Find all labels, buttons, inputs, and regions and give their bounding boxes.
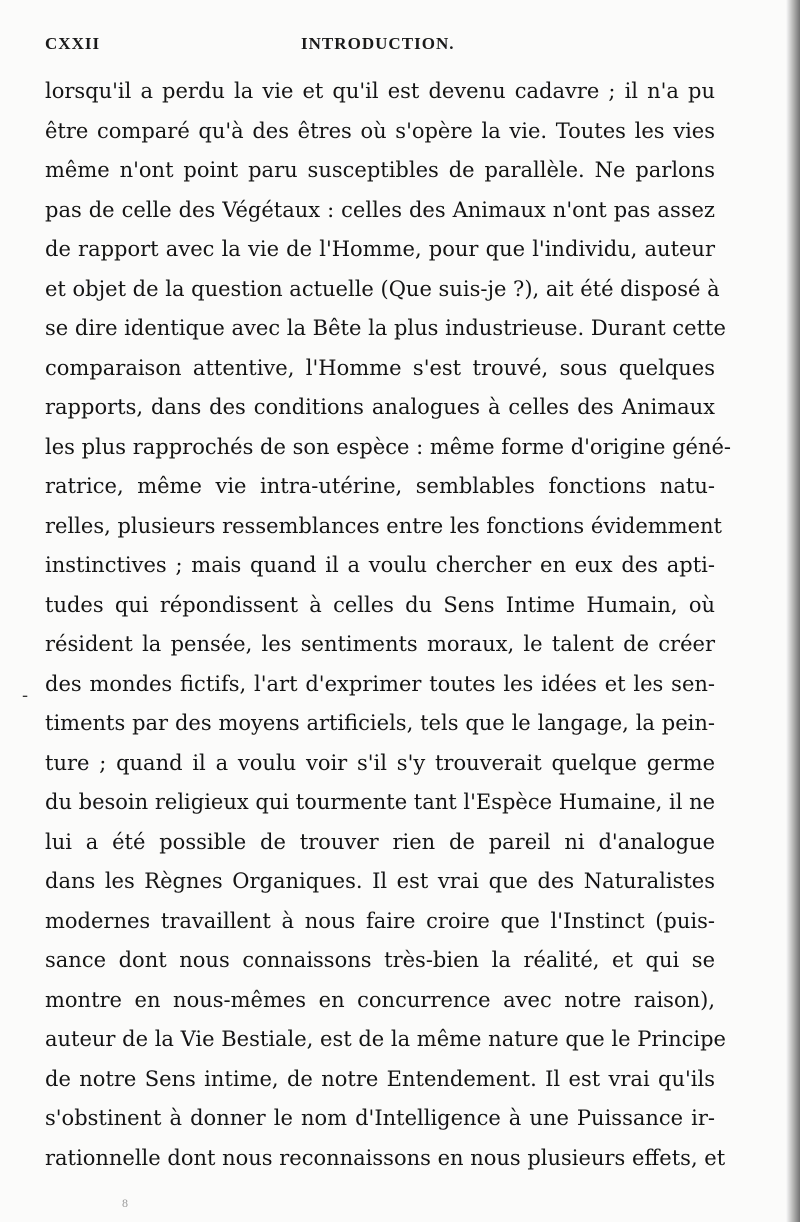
text-line: de rapport avec la vie de l'Homme, pour que l'individu, auteur [45, 237, 715, 261]
running-title: INTRODUCTION. [301, 34, 455, 53]
text-line: auteur de la Vie Bestiale, est de la même nature que le Principe [45, 1027, 726, 1051]
text-line: comparaison attentive, l'Homme s'est trouvé, sous quelques [45, 355, 715, 380]
text-line: montre en nous-mêmes en concurrence avec notre raison), [45, 987, 715, 1012]
text-line: rationnelle dont nous reconnaissons en nous plusieurs effets, et [45, 1145, 726, 1170]
text-line: sance dont nous connaissons très-bien la réalité, et qui se [45, 948, 715, 972]
body-text [45, 72, 732, 1178]
text-line: des mondes fictifs, l'art d'exprimer toutes les idées et les sen- [45, 671, 715, 696]
text-line: dans les Règnes Organiques. Il est vrai que des Naturalistes [45, 869, 715, 893]
text-line: lorsqu'il a perdu la vie et qu'il est devenu cadavre ; il n'a pu [45, 79, 715, 103]
text-line: ratrice, même vie intra-utérine, semblables fonctions natu- [45, 474, 715, 498]
running-head [45, 34, 715, 58]
signature-mark: 8 [122, 1196, 128, 1210]
text-line: se dire identique avec la Bête la plus industrieuse. Durant cette [45, 316, 726, 340]
text-line: rapports, dans des conditions analogues à celles des Animaux [45, 395, 715, 419]
text-line: les plus rapprochés de son espèce : même forme d'origine géné- [45, 434, 732, 459]
text-line: résident la pensée, les sentiments moraux, le talent de créer [45, 632, 715, 656]
page-edge-shadow [786, 0, 800, 1222]
text-line: et objet de la question actuelle (Que suis-je ?), ait été disposé à [45, 276, 720, 301]
text-line: modernes travaillent à nous faire croire que l'Instinct (puis- [45, 908, 715, 933]
text-line: instinctives ; mais quand il a voulu chercher en eux des apti- [45, 553, 715, 577]
text-line: pas de celle des Végétaux : celles des Animaux n'ont pas assez [45, 197, 715, 222]
margin-mark: - [22, 685, 29, 706]
text-line: relles, plusieurs ressemblances entre les fonctions évidemment [45, 513, 722, 538]
page-number: CXXII [45, 34, 101, 53]
text-line: tudes qui répondissent à celles du Sens Intime Humain, où [45, 592, 715, 617]
text-line: s'obstinent à donner le nom d'Intelligence à une Puissance ir- [45, 1106, 715, 1130]
text-line: lui a été possible de trouver rien de pareil ni d'analogue [45, 829, 715, 854]
text-line: même n'ont point paru susceptibles de parallèle. Ne parlons [45, 158, 715, 182]
text-line: être comparé qu'à des êtres où s'opère la vie. Toutes les vies [45, 118, 715, 143]
text-line: de notre Sens intime, de notre Entendement. Il est vrai qu'ils [45, 1066, 715, 1091]
text-line: ture ; quand il a voulu voir s'il s'y trouverait quelque germe [45, 750, 715, 775]
text-line: du besoin religieux qui tourmente tant l'Espèce Humaine, il ne [45, 790, 716, 814]
text-line: timents par des moyens artificiels, tels que le langage, la pein- [45, 711, 715, 735]
